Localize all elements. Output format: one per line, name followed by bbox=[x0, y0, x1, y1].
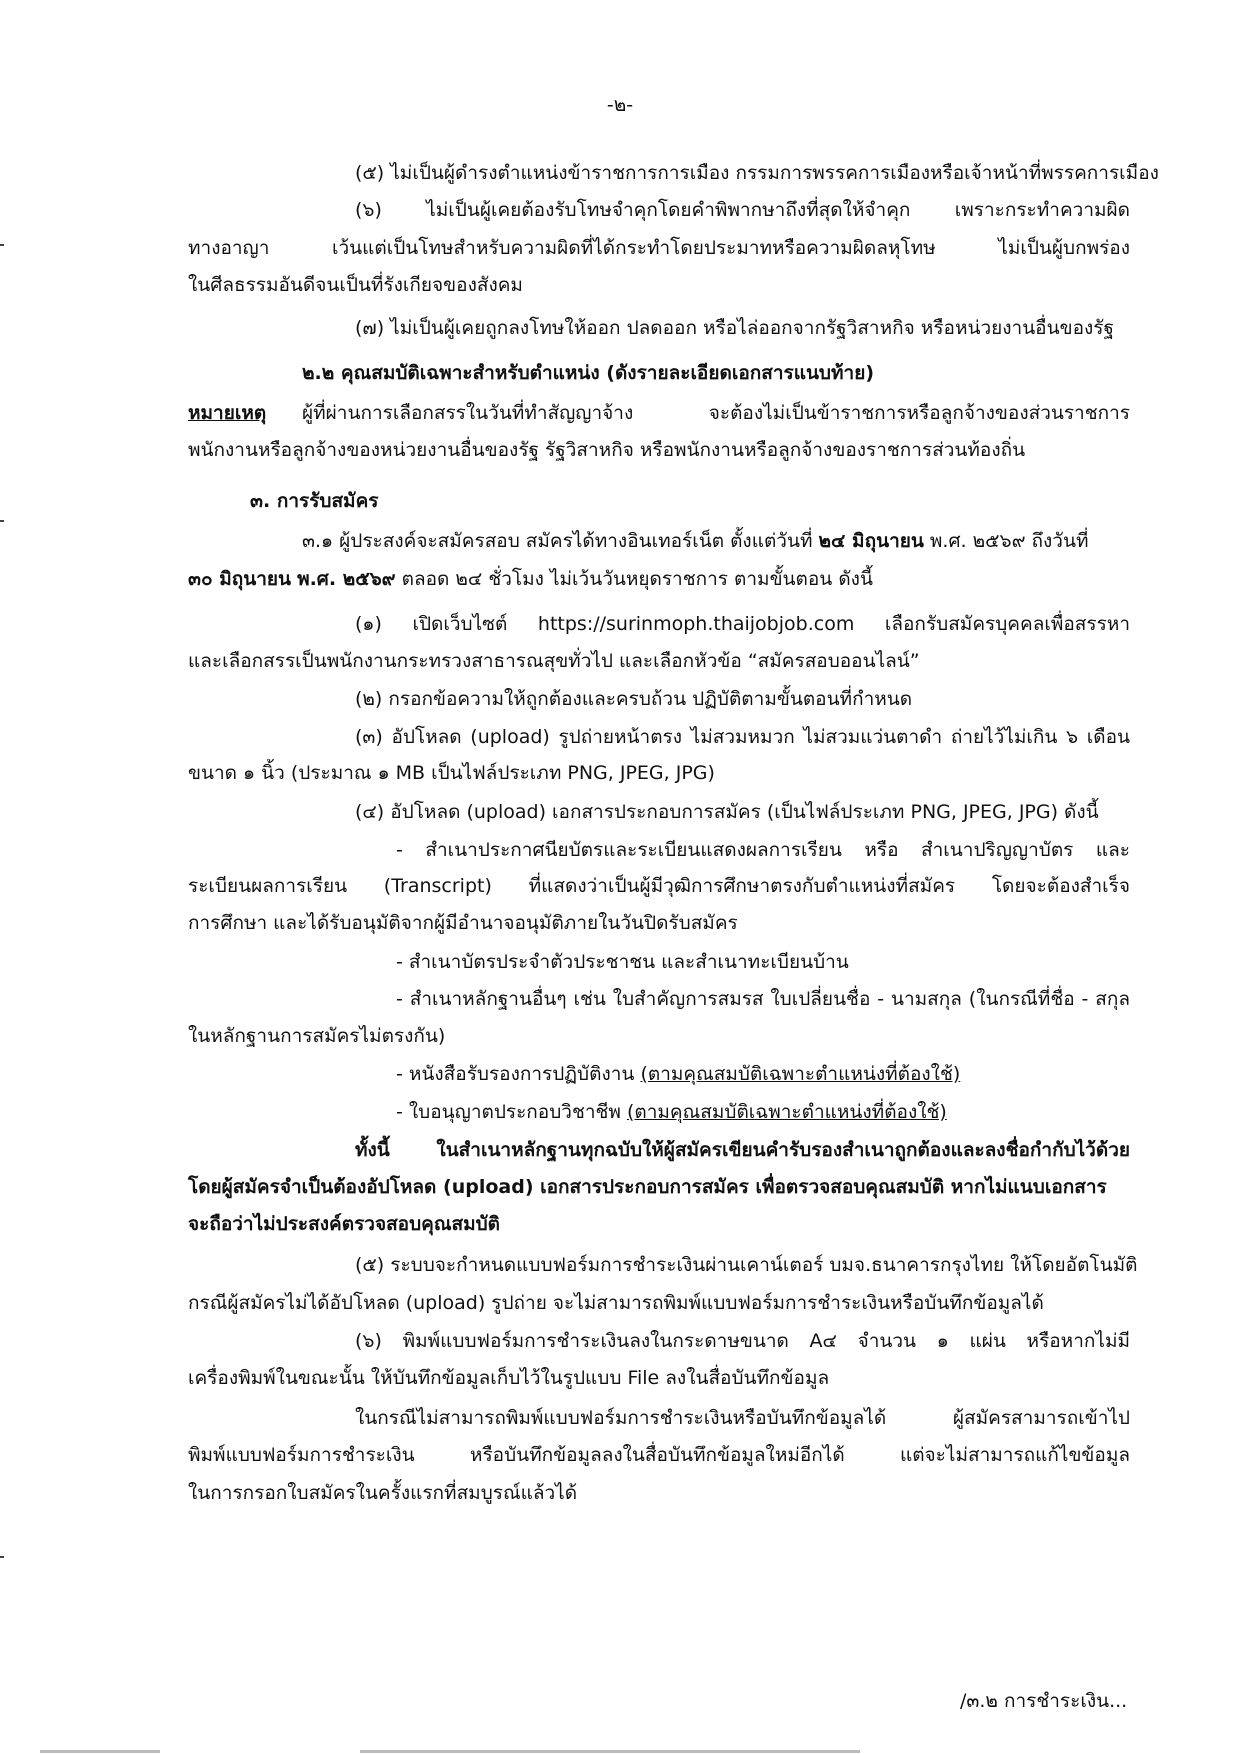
para-line: การศึกษา และได้รับอนุมัติจากผู้มีอำนาจอนุมัติภายในวันปิดรับสมัคร bbox=[188, 912, 738, 934]
para-line: และเลือกสรรเป็นพนักงานกระทรวงสาธารณสุขทั่วไป และเลือกหัวข้อ “สมัครสอบออนไลน์” bbox=[188, 650, 920, 672]
para-line: พิมพ์แบบฟอร์มการชำระเงิน หรือบันทึกข้อมูลลงในสื่อบันทึกข้อมูลใหม่อีกได้ แต่จะไม่สามารถแก้ไขข้อมูล bbox=[188, 1444, 1130, 1466]
page-number: -๒- bbox=[606, 94, 634, 116]
text-run: ตลอด ๒๔ ชั่วโมง ไม่เว้นวันหยุดราชการ ตามขั้นตอน ดังนี้ bbox=[401, 568, 873, 590]
para-line: ทางอาญา เว้นแต่เป็นโทษสำหรับความผิดที่ได้กระทำโดยประมาทหรือความผิดลหุโทษ ไม่เป็นผู้บกพร่อง bbox=[188, 237, 1130, 259]
scan-mark bbox=[360, 1750, 860, 1753]
date-run: ๒๔ มิถุนายน bbox=[818, 530, 924, 552]
para-line: (๑) เปิดเว็บไซต์ https://surinmoph.thaijobjob.com เลือกรับสมัครบุคคลเพื่อสรรหา bbox=[355, 613, 1130, 635]
date-run: พ.ศ. ๒๕๖๙ bbox=[297, 568, 396, 590]
text-run: - หนังสือรับรองการปฏิบัติงาน bbox=[396, 1063, 635, 1085]
scan-mark bbox=[0, 244, 4, 246]
para-line: (๗) ไม่เป็นผู้เคยถูกลงโทษให้ออก ปลดออก หรือไล่ออกจากรัฐวิสาหกิจ หรือหน่วยงานอื่นของรัฐ bbox=[355, 317, 1114, 339]
para-line bbox=[396, 1099, 1130, 1125]
scan-mark bbox=[40, 1750, 160, 1753]
para-line: ในศีลธรรมอันดีจนเป็นที่รังเกียจของสังคม bbox=[188, 274, 523, 296]
scan-mark bbox=[0, 520, 4, 522]
para-line: (๔) อัปโหลด (upload) เอกสารประกอบการสมัคร (เป็นไฟล์ประเภท PNG, JPEG, JPG) ดังนี้ bbox=[355, 801, 1099, 823]
date-run: ๓๐ มิถุนายน bbox=[188, 568, 292, 590]
para-line bbox=[396, 1061, 1130, 1087]
para-line: (๖) ไม่เป็นผู้เคยต้องรับโทษจำคุกโดยคำพิพากษาถึงที่สุดให้จำคุก เพราะกระทำความผิด bbox=[355, 199, 1130, 221]
section-heading: ๓. การรับสมัคร bbox=[250, 490, 379, 512]
para-line bbox=[188, 566, 1130, 592]
para-line: - สำเนาหลักฐานอื่นๆ เช่น ใบสำคัญการสมรส ใบเปลี่ยนชื่อ - นามสกุล (ในกรณีที่ชื่อ - สกุล bbox=[396, 988, 1130, 1010]
para-line: ทั้งนี้ ในสำเนาหลักฐานทุกฉบับให้ผู้สมัครเขียนคำรับรองสำเนาถูกต้องและลงชื่อกำกับไว้ด้วย bbox=[355, 1139, 1130, 1161]
para-line: ระเบียนผลการเรียน (Transcript) ที่แสดงว่าเป็นผู้มีวุฒิการศึกษาตรงกับตำแหน่งที่สมัคร โดยจะต้องสำเร็จ bbox=[188, 875, 1130, 897]
para-line: จะถือว่าไม่ประสงค์ตรวจสอบคุณสมบัติ bbox=[188, 1213, 500, 1235]
text-run: - ใบอนุญาตประกอบวิชาชีพ bbox=[396, 1101, 621, 1123]
para-line: โดยผู้สมัครจำเป็นต้องอัปโหลด (upload) เอกสารประกอบการสมัคร เพื่อตรวจสอบคุณสมบัติ หากไม่แนบเอกสาร bbox=[188, 1176, 1107, 1198]
para-line: ผู้ที่ผ่านการเลือกสรรในวันที่ทำสัญญาจ้าง จะต้องไม่เป็นข้าราชการหรือลูกจ้างของส่วนราชการ bbox=[302, 402, 1130, 424]
para-line: (๖) พิมพ์แบบฟอร์มการชำระเงินลงในกระดาษขนาด A๔ จำนวน ๑ แผ่น หรือหากไม่มี bbox=[355, 1330, 1130, 1352]
para-line: - สำเนาบัตรประจำตัวประชาชน และสำเนาทะเบียนบ้าน bbox=[396, 951, 849, 973]
para-line: (๕) ไม่เป็นผู้ดำรงตำแหน่งข้าราชการการเมือง กรรมการพรรคการเมืองหรือเจ้าหน้าที่พรรคการเมือง bbox=[355, 162, 1159, 184]
para-line: - สำเนาประกาศนียบัตรและระเบียนแสดงผลการเรียน หรือ สำเนาปริญญาบัตร และ bbox=[396, 839, 1130, 861]
text-run: พ.ศ. ๒๕๖๙ ถึงวันที่ bbox=[929, 530, 1089, 552]
para-line: (๕) ระบบจะกำหนดแบบฟอร์มการชำระเงินผ่านเคาน์เตอร์ บมจ.ธนาคารกรุงไทย ให้โดยอัตโนมัติ bbox=[355, 1254, 1138, 1276]
continuation-note: /๓.๒ การชำระเงิน... bbox=[960, 1690, 1128, 1712]
para-line: พนักงานหรือลูกจ้างของหน่วยงานอื่นของรัฐ รัฐวิสาหกิจ หรือพนักงานหรือลูกจ้างของราชการส่วนท้องถิ่น bbox=[188, 439, 1026, 461]
para-line: กรณีผู้สมัครไม่ได้อัปโหลด (upload) รูปถ่าย จะไม่สามารถพิมพ์แบบฟอร์มการชำระเงินหรือบันทึกข้อมูลได้ bbox=[188, 1292, 1044, 1314]
text-run: ๓.๑ ผู้ประสงค์จะสมัครสอบ สมัครได้ทางอินเทอร์เน็ต ตั้งแต่วันที่ bbox=[302, 530, 813, 552]
para-line: ขนาด ๑ นิ้ว (ประมาณ ๑ MB เป็นไฟล์ประเภท PNG, JPEG, JPG) bbox=[188, 762, 715, 784]
para-line: ในการกรอกใบสมัครในครั้งแรกที่สมบูรณ์แล้วได้ bbox=[188, 1482, 578, 1504]
para-line: เครื่องพิมพ์ในขณะนั้น ให้บันทึกข้อมูลเก็บไว้ในรูปแบบ File ลงในสื่อบันทึกข้อมูล bbox=[188, 1367, 830, 1389]
underlined-run: (ตามคุณสมบัติเฉพาะตำแหน่งที่ต้องใช้) bbox=[640, 1063, 961, 1085]
para-line: ในหลักฐานการสมัครไม่ตรงกัน) bbox=[188, 1025, 446, 1047]
para-line: (๒) กรอกข้อความให้ถูกต้องและครบถ้วน ปฏิบัติตามขั้นตอนที่กำหนด bbox=[355, 688, 913, 710]
section-heading: ๒.๒ คุณสมบัติเฉพาะสำหรับตำแหน่ง (ดังรายละเอียดเอกสารแนบท้าย) bbox=[302, 362, 875, 384]
note-label: หมายเหตุ bbox=[188, 402, 267, 424]
para-line: ในกรณีไม่สามารถพิมพ์แบบฟอร์มการชำระเงินหรือบันทึกข้อมูลได้ ผู้สมัครสามารถเข้าไป bbox=[355, 1407, 1130, 1429]
underlined-run: (ตามคุณสมบัติเฉพาะตำแหน่งที่ต้องใช้) bbox=[626, 1101, 947, 1123]
scan-mark bbox=[0, 1556, 4, 1558]
para-line bbox=[302, 528, 1130, 554]
para-line: (๓) อัปโหลด (upload) รูปถ่ายหน้าตรง ไม่สวมหมวก ไม่สวมแว่นตาดำ ถ่ายไว้ไม่เกิน ๖ เดือน bbox=[355, 726, 1130, 748]
